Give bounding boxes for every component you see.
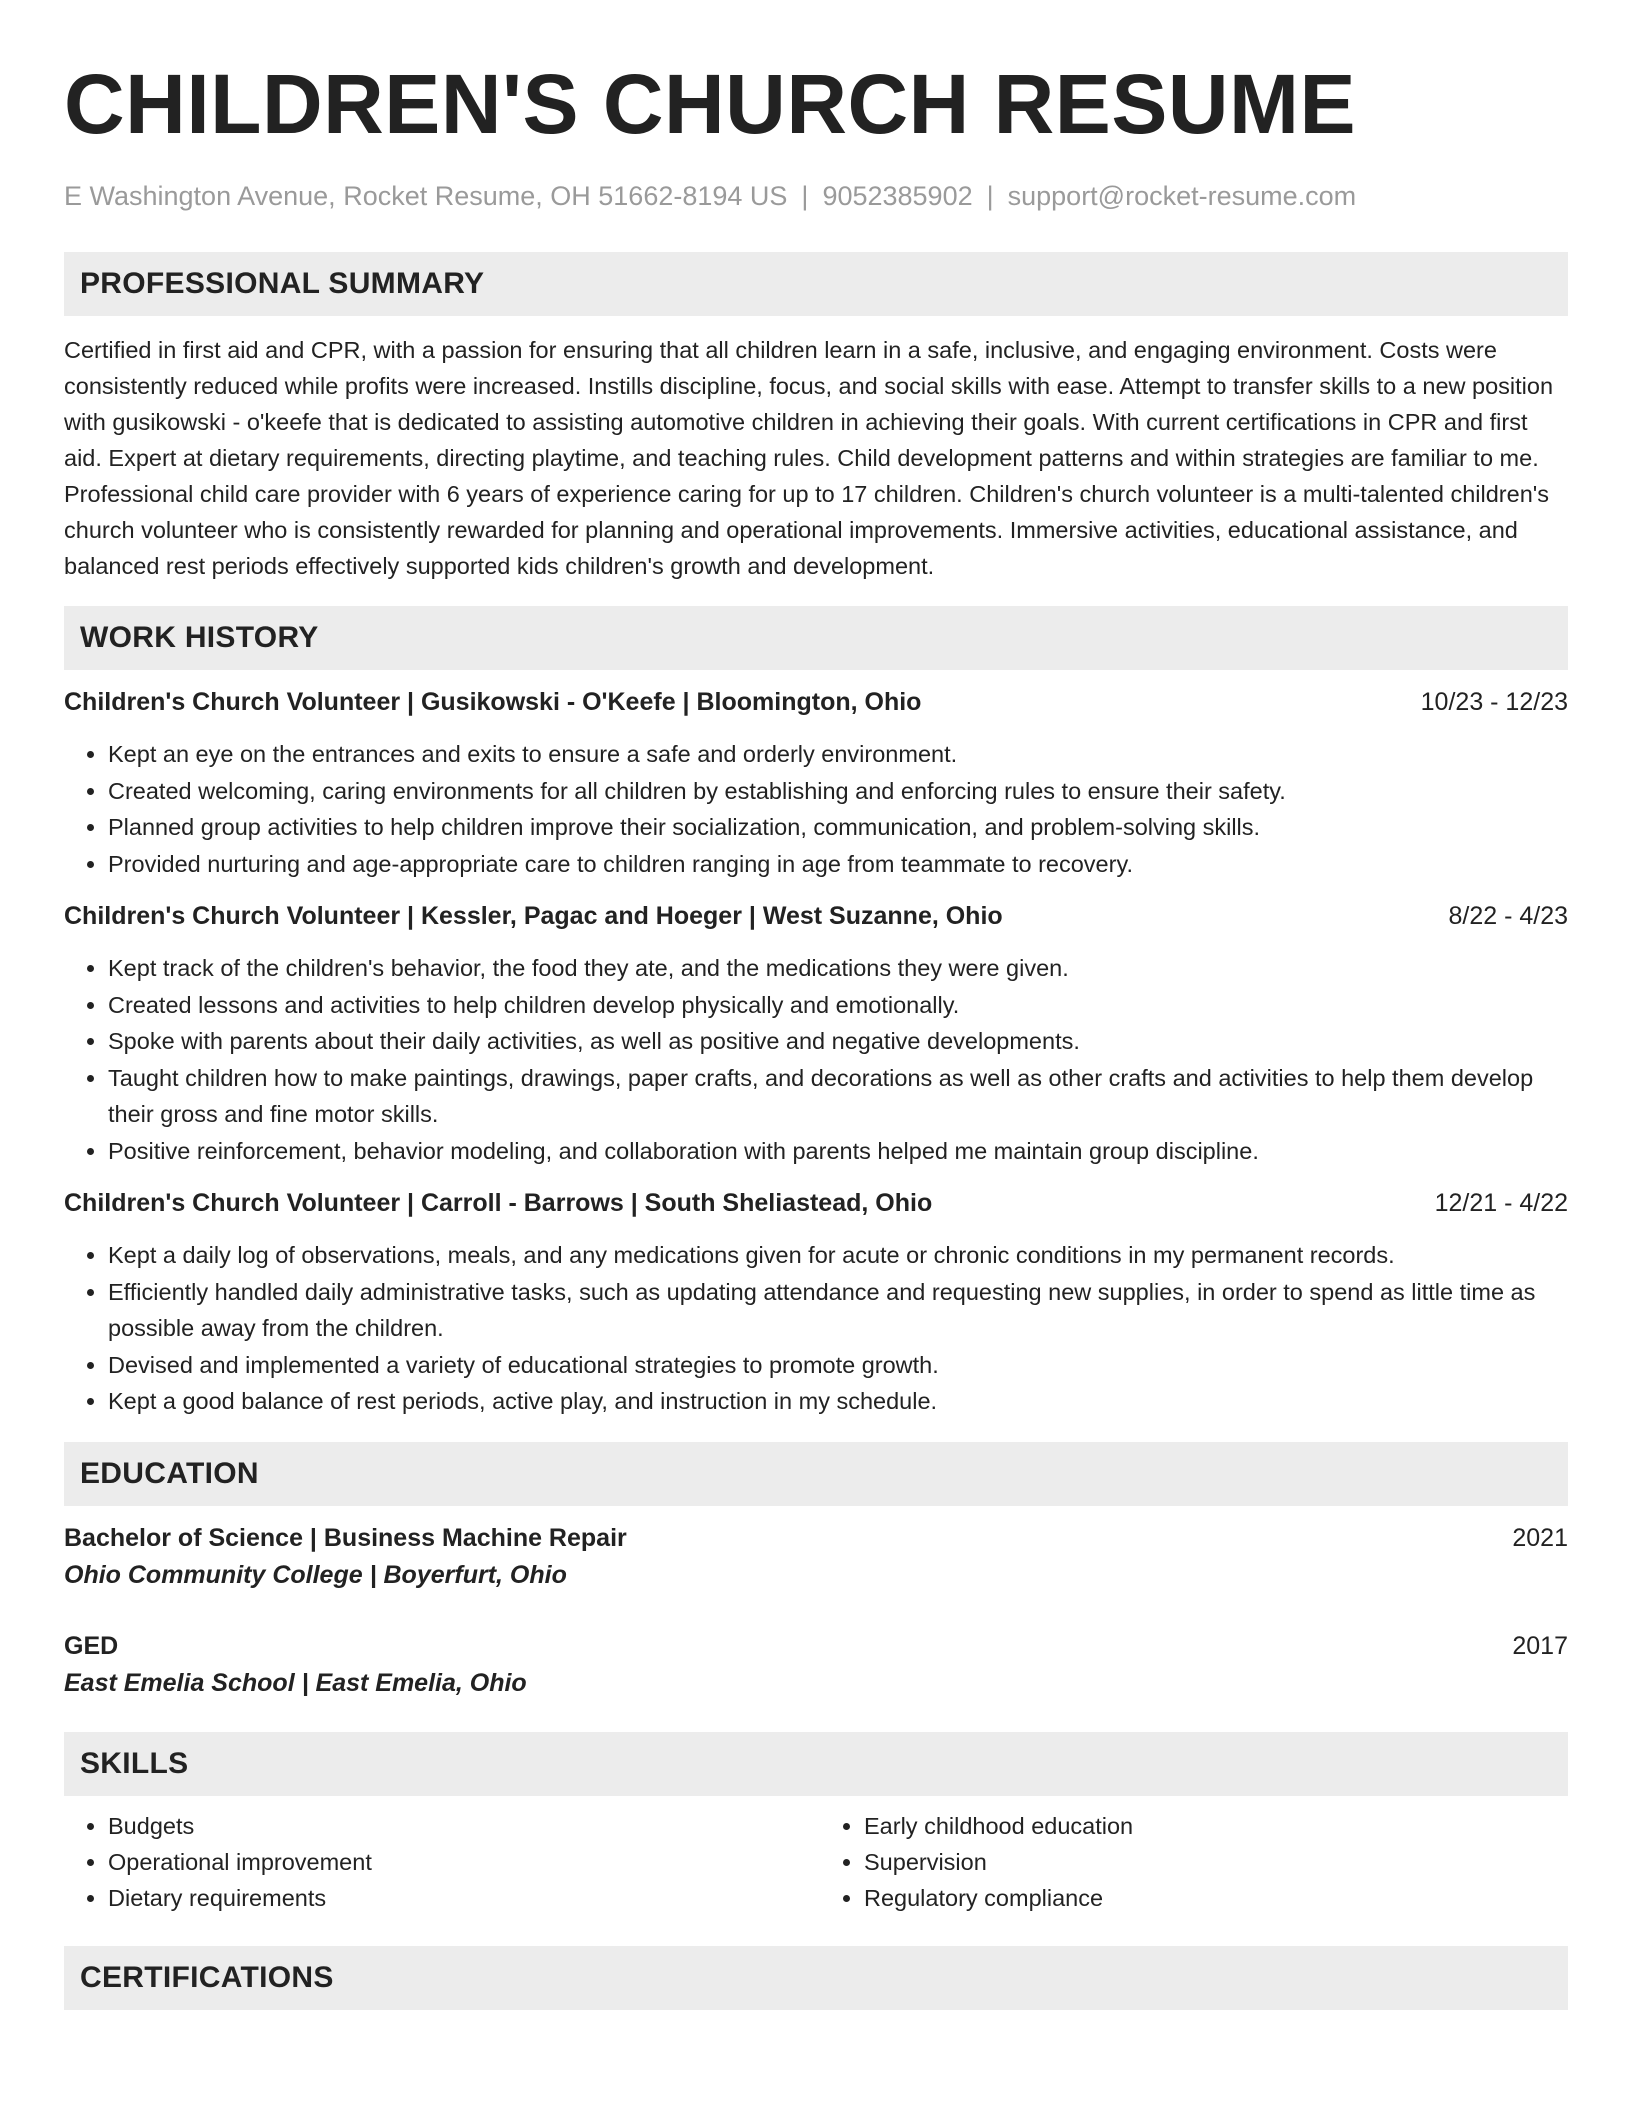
job-bullets (64, 950, 1568, 1169)
section-heading-work-history: WORK HISTORY (64, 606, 1568, 670)
section-heading-summary: PROFESSIONAL SUMMARY (64, 252, 1568, 316)
job-bullets (64, 1237, 1568, 1420)
skill-item: • Regulatory compliance (864, 1880, 1564, 1916)
skill-item: • Supervision (864, 1844, 1564, 1880)
section-heading-education: EDUCATION (64, 1442, 1568, 1506)
job-title: Children's Church Volunteer | Gusikowski - O'Keefe | Bloomington, Ohio (64, 688, 922, 716)
contact-address: E Washington Avenue, Rocket Resume, OH 51662-8194 US (64, 181, 788, 211)
skills-column-left (64, 1808, 808, 1916)
job-bullet: • Kept a good balance of rest periods, active play, and instruction in my schedule. (108, 1383, 1568, 1420)
job-bullet: • Taught children how to make paintings, drawings, paper crafts, and decorations as well as other crafts and activities to help them develop their gross and fine motor skills. (108, 1060, 1568, 1133)
job-bullet: • Provided nurturing and age-appropriate care to children ranging in age from teammate to recovery. (108, 846, 1568, 883)
job-header (64, 1185, 1568, 1221)
job-bullet: • Positive reinforcement, behavior modeling, and collaboration with parents helped me maintain group discipline. (108, 1133, 1568, 1170)
skills-list (64, 1808, 1568, 1916)
job-header (64, 898, 1568, 934)
job-bullet: • Kept a daily log of observations, meals, and any medications given for acute or chronic conditions in my permanent records. (108, 1237, 1568, 1274)
education-entry (64, 1520, 1568, 1594)
job-bullet: • Efficiently handled daily administrative tasks, such as updating attendance and requesting new supplies, in order to spend as little time as possible away from the children. (108, 1274, 1568, 1347)
job-bullet: • Created lessons and activities to help children develop physically and emotionally. (108, 987, 1568, 1024)
job-bullet: • Created welcoming, caring environments for all children by establishing and enforcing rules to ensure their safety. (108, 773, 1568, 810)
job-dates: 8/22 - 4/23 (1448, 902, 1568, 930)
contact-line (64, 176, 1568, 216)
job-entry (64, 898, 1568, 1169)
education-year: 2017 (1512, 1631, 1568, 1660)
education-year: 2021 (1512, 1523, 1568, 1552)
skills-column-right (808, 1808, 1564, 1916)
job-dates: 12/21 - 4/22 (1434, 1189, 1568, 1217)
skill-item: • Dietary requirements (108, 1880, 808, 1916)
skill-item: • Operational improvement (108, 1844, 808, 1880)
job-header (64, 684, 1568, 720)
job-bullet: • Kept track of the children's behavior, the food they ate, and the medications they were given. (108, 950, 1568, 987)
job-title: Children's Church Volunteer | Carroll - Barrows | South Sheliastead, Ohio (64, 1189, 933, 1217)
job-bullet: • Planned group activities to help children improve their socialization, communication, and problem-solving skills. (108, 809, 1568, 846)
job-bullet: • Kept an eye on the entrances and exits to ensure a safe and orderly environment. (108, 736, 1568, 773)
education-degree: GED (64, 1631, 119, 1660)
education-header (64, 1520, 1568, 1556)
skill-item: • Budgets (108, 1808, 808, 1844)
education-header (64, 1628, 1568, 1664)
job-dates: 10/23 - 12/23 (1420, 688, 1568, 716)
job-entry (64, 1185, 1568, 1420)
contact-separator: | (801, 181, 809, 211)
education-degree: Bachelor of Science | Business Machine Repair (64, 1523, 627, 1552)
job-bullets (64, 736, 1568, 882)
section-heading-skills: SKILLS (64, 1732, 1568, 1796)
contact-email: support@rocket-resume.com (1007, 181, 1357, 211)
education-school: East Emelia School | East Emelia, Ohio (64, 1668, 527, 1697)
education-school: Ohio Community College | Boyerfurt, Ohio (64, 1560, 567, 1589)
job-entry (64, 684, 1568, 882)
skill-item: • Early childhood education (864, 1808, 1564, 1844)
contact-separator: | (986, 181, 994, 211)
contact-phone: 9052385902 (822, 181, 973, 211)
job-bullet: • Devised and implemented a variety of educational strategies to promote growth. (108, 1347, 1568, 1384)
job-title: Children's Church Volunteer | Kessler, Pagac and Hoeger | West Suzanne, Ohio (64, 902, 1003, 930)
education-entry (64, 1628, 1568, 1702)
job-bullet: • Spoke with parents about their daily activities, as well as positive and negative developments. (108, 1023, 1568, 1060)
section-heading-certifications: CERTIFICATIONS (64, 1946, 1568, 2010)
summary-text: Certified in first aid and CPR, with a passion for ensuring that all children learn in a safe, inclusive, and engaging environment. Costs were consistently reduced while profits were increased. Instills discipline, focus, and social skills with ease. Attempt to transfer skills to a new position with gusikowski - o'keefe that is dedicated to assisting automotive children in achieving their goals. With current certifications in CPR and first aid. Expert at dietary requirements, directing playtime, and teaching rules. Child development patterns and within strategies are familiar to me. Professional child care provider with 6 years of experience caring for up to 17 children. Children's church volunteer is a multi-talented children's church volunteer who is consistently rewarded for planning and operational improvements. Immersive activities, educational assistance, and balanced rest periods effectively supported kids children's growth and development. (64, 337, 1554, 579)
resume-title: CHILDREN'S CHURCH RESUME (64, 57, 1357, 151)
